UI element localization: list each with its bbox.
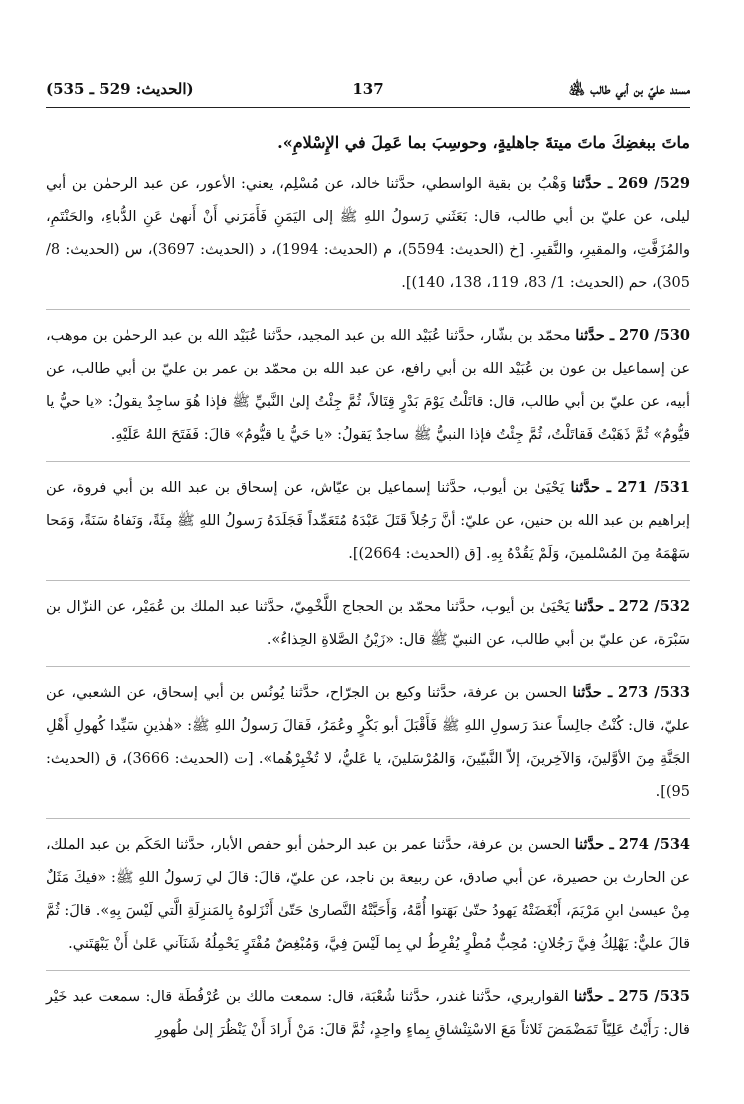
hadith-entry [46,828,690,961]
hadith-range: (الحديث: 529 ـ 535) [46,80,194,98]
page-body [46,126,690,1056]
haddatha-word: ـ حدَّثنا [572,684,613,701]
hadith-number: 532/ 272 [618,598,690,615]
hadith-entry [46,167,690,300]
page-number: 137 [352,80,384,98]
hadith-entry [46,676,690,809]
hadith-text: محمّد بن بشّار، حدَّثنا عُبَيْد الله بن عبد المجيد، حدَّثنا عُبَيْد الله بن عبد الرحمٰن بن موهب، عن إسماعيل بن عون بن عُبَيْد الله بن أبي رافع، عن عبد الله بن محمّد بن عمر بن عليّ بن أبي طالب، عن أبيه، عن عليّ بن أبي طالب، قال: قاتَلْتُ يَوْمَ بَدْرٍ قِتَالاً، ثُمَّ جِئْتُ إلىٰ النَّبيِّ ﷺ فإذا هُوَ ساجِدٌ يقولُ: «يا حيُّ يا قيُّومُ» ثُمَّ ذَهَبْتُ فَقاتَلْتُ، ثُمَّ جِئْتُ فإذا النبيُّ ﷺ ساجدٌ يَقولُ: «يا حَيُّ يا قيُّومُ» قالَ: فَفَتَحَ اللهُ عَلَيْهِ. [46,328,690,443]
entry-separator [46,580,690,582]
haddatha-word: ـ حدَّثنا [573,988,614,1005]
haddatha-word: ـ حدَّثنا [575,327,615,344]
hadith-number: 534/ 274 [618,836,691,853]
haddatha-word: ـ حدَّثنا [574,598,614,615]
entry-separator [46,970,690,972]
book-title: مسند عليّ بن أبي طالب ﵁ [568,80,690,98]
hadith-number: 535/ 275 [618,988,690,1005]
entry-separator [46,461,690,463]
hadith-entry [46,590,690,657]
entry-separator [46,309,690,311]
hadith-number: 530/ 270 [618,327,691,344]
hadith-entry [46,980,690,1047]
hadith-text: وَهْبُ بن بقية الواسطي، حدَّثنا خالد، عن مُسْلِم، يعني: الأعور، عن عبد الرحمٰن بن أبي ليلى، عن عليّ بن أبي طالب، قال: بَعَثَني رَسولُ اللهِ ﷺ إلى اليَمَنِ فَأَمَرَني أَنْ أَنهىٰ عَنِ الدُّباءِ، والحَنْتَمِ، والمُزَفَّتِ، والمقيرِ، والنَّقيرِ. [خ (الحديث: 5594)، م (الحديث: 1994)، د (الحديث: 3697)، س (الحديث: 8/ 305)، حم (الحديث: 1/ 83، 119، 138، 140)]. [46,176,690,291]
hadith-entry [46,471,690,571]
hadith-number: 533/ 273 [617,684,690,701]
haddatha-word: ـ حدَّثنا [574,836,614,853]
running-header [46,78,690,102]
hadith-text: القواريري، حدَّثنا غندر، حدَّثنا شُعْبَة، قال: سمعت مالك بن عُرْفُطَة قال: سمعت عبد خَيْر قال: رَأَيْتُ عَلِيّاً تَمَضْمَضَ ثَلاثاً مَعَ الاسْتِنْشاقِ بِماءٍ واحِدٍ، ثُمَّ قالَ: مَنْ أَرادَ أَنْ يَنْظُرَ إلىٰ طُهورِ [46,989,690,1038]
entry-separator [46,666,690,668]
hadith-number: 529/ 269 [617,175,690,192]
header-rule [46,107,690,108]
hadith-text: الحسن بن عرفة، حدَّثنا وكيع بن الجرّاح، حدَّثنا يُونُس بن أبي إسحاق، عن الشعبي، عن عليّ، قال: كُنْتُ جالِساً عندَ رَسولِ اللهِ ﷺ فَأَقْبَلَ أبو بَكْرٍ وعُمَرُ، فَقالَ رَسولُ اللهِ ﷺ: «هٰذينِ سَيِّدا كُهولِ أَهْلِ الجَنَّةِ مِنَ الأوَّلينَ، وَالآخِرينَ، إلاّ النَّبيّينَ، وَالمُرْسَلينَ، يا عَليُّ، لا تُخْبِرْهُما». [ت (الحديث: 3666)، ق (الحديث: 95)]. [46,685,691,800]
hadith-text: يَحْيَىٰ بن أيوب، حدَّثنا محمّد بن الحجاج اللَّخْمِيّ، حدَّثنا عبد الملك بن عُمَيْر، عن النزّال بن سَبْرَة، عن عليّ بن أبي طالب، عن النبيّ ﷺ قال: «زَيْنُ الصَّلاةِ الحِذاءُ». [46,599,690,648]
intro-line: ماتَ ببغضِكَ ماتَ ميتةَ جاهليةٍ، وحوسِبَ بما عَمِلَ في الإِسْلامِ». [277,133,690,152]
haddatha-word: ـ حدَّثنا [572,175,613,192]
hadith-text: الحسن بن عرفة، حدَّثنا عمر بن عبد الرحمٰن أبو حفص الأبار، حدَّثنا الحَكَم بن عبد الملك، عن الحارث بن حصيرة، عن أبي صادق، عن ربيعة بن ناجد، عن عليّ، قالَ: قالَ لي رَسولُ اللهِ ﷺ: «فيكَ مَثَلٌ مِنْ عيسىٰ ابنِ مَرْيَمَ، أَبْغَضَتْهُ يَهودُ حتّىٰ بَهَتوا أُمَّهُ، وَأَحَبَّتْهُ النَّصارىٰ حَتّىٰ أَنْزَلوهُ بِالمَنزِلَةِ الَّتي لَيْسَ بِهِ». قالَ: ثُمَّ قالَ عليٌّ: يَهْلِكُ فِيَّ رَجُلانِ: مُحِبٌّ مُطْرٍ يُفْرِطُ لي بِما لَيْسَ فِيَّ، وَمُبْغِضٌ مُفْتَرٍ يَحْمِلُهُ شَنَآني عَلىٰ أَنْ يَبْهَتَني. [46,837,690,952]
hadith-entry [46,319,690,452]
hadith-text: يَحْيَىٰ بن أيوب، حدَّثنا إسماعيل بن عيّاش، عن إسحاق بن عبد الله بن أبي فروة، عن إبراهيم بن عبد الله بن حنين، عن عليّ: أنَّ رَجُلاً قَتَلَ عَبْدَهُ مُتَعَمِّداً فَجَلَدَهُ رَسولُ اللهِ ﷺ مِئَةً، وَنَفاهُ سَنَةً، وَمَحا سَهْمَهُ مِنَ المُسْلمينَ، وَلَمْ يَقُدْهُ بِهِ. [ق (الحديث: 2664)]. [46,480,690,562]
entry-separator [46,818,690,820]
haddatha-word: ـ حدَّثنا [570,479,611,496]
hadith-number: 531/ 271 [617,479,690,496]
